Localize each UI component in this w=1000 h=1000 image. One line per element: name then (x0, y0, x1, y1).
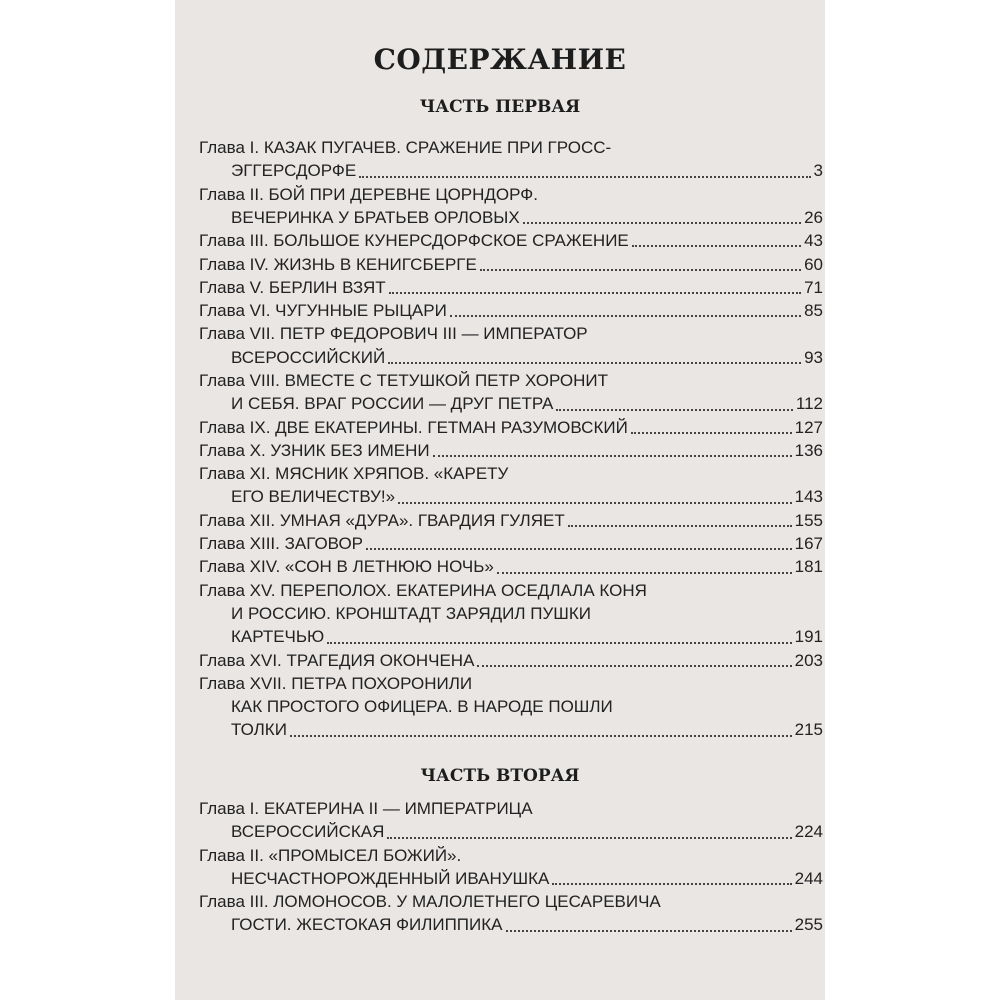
page-number: 255 (794, 915, 823, 935)
page-number: 3 (813, 161, 823, 181)
toc-entry (199, 229, 825, 252)
toc-entry-last-line (199, 649, 825, 672)
toc-entry-title: Глава XIII. ЗАГОВОР (199, 534, 364, 554)
page-number: 43 (804, 231, 823, 251)
page-number: 191 (794, 627, 823, 647)
dot-leader (398, 502, 792, 504)
toc-entry (199, 369, 825, 416)
toc-entry (199, 844, 825, 891)
dot-leader (631, 432, 792, 434)
dot-leader (327, 642, 791, 644)
toc-entry-last-line (199, 718, 825, 741)
page-number: 85 (804, 301, 823, 321)
toc-entry-last-line (199, 439, 825, 462)
dot-leader (552, 883, 791, 885)
toc-entry (199, 276, 825, 299)
dot-leader (523, 222, 801, 224)
toc-entry-last-line (199, 229, 825, 252)
toc-entry-last-line (199, 913, 825, 936)
page-title: СОДЕРЖАНИЕ (373, 43, 627, 76)
toc-entry-line: Глава XI. МЯСНИК ХРЯПОВ. «КАРЕТУ (199, 464, 509, 484)
page-number: 60 (804, 254, 823, 274)
toc-entry (199, 253, 825, 276)
toc-entry-title: Глава IX. ДВЕ ЕКАТЕРИНЫ. ГЕТМАН РАЗУМОВСКИЙ (199, 417, 628, 437)
toc-entry-title: ЕГО ВЕЛИЧЕСТВУ!» (231, 487, 396, 507)
dot-leader (359, 176, 810, 178)
toc-entry-title: НЕСЧАСТНОРОЖДЕННЫЙ ИВАНУШКА (231, 868, 550, 888)
toc-entry-line: Глава III. ЛОМОНОСОВ. У МАЛОЛЕТНЕГО ЦЕСАРЕВИЧА (199, 892, 661, 912)
dot-leader (290, 735, 792, 737)
page-number: 181 (794, 557, 823, 577)
toc-entry-last-line (199, 299, 825, 322)
dot-leader (568, 525, 792, 527)
toc-entry-last-line (199, 159, 825, 182)
toc-entry (199, 649, 825, 672)
toc-entry (199, 579, 825, 649)
dot-leader (480, 269, 801, 271)
toc-entry-title: ВЕЧЕРИНКА У БРАТЬЕВ ОРЛОВЫХ (231, 207, 520, 227)
toc-entry-line: И РОССИЮ. КРОНШТАДТ ЗАРЯДИЛ ПУШКИ (231, 603, 591, 623)
page-number: 26 (804, 207, 823, 227)
toc-entry-line: Глава VIII. ВМЕСТЕ С ТЕТУШКОЙ ПЕТР ХОРОНИТ (199, 371, 609, 390)
toc-entry (199, 509, 825, 532)
toc-entry (199, 890, 825, 937)
dot-leader (450, 315, 801, 317)
toc-entry-last-line (199, 555, 825, 578)
dot-leader (387, 837, 791, 839)
toc-entry-title: И СЕБЯ. ВРАГ РОССИИ — ДРУГ ПЕТРА (231, 394, 554, 414)
page-number: 224 (794, 822, 823, 842)
toc-entry-title: ТОЛКИ (231, 720, 287, 740)
toc-entry-line: Глава I. КАЗАК ПУГАЧЕВ. СРАЖЕНИЕ ПРИ ГРОСС- (199, 138, 612, 157)
toc-entry-title: ЭГГЕРСДОРФЕ (231, 161, 357, 181)
toc-entry-last-line (199, 820, 825, 843)
toc-entry-last-line (199, 346, 825, 369)
page-number: 136 (794, 440, 823, 460)
page-number: 93 (804, 347, 823, 367)
toc-entry-title: КАРТЕЧЬЮ (231, 627, 325, 647)
toc-entry-title: Глава XVI. ТРАГЕДИЯ ОКОНЧЕНА (199, 650, 475, 670)
toc-entry (199, 416, 825, 439)
dot-leader (477, 665, 791, 667)
toc-entry (199, 322, 825, 369)
dot-leader (433, 455, 792, 457)
page-number: 244 (794, 868, 823, 888)
dot-leader (388, 362, 801, 364)
toc-entry-line: Глава XVII. ПЕТРА ПОХОРОНИЛИ (199, 673, 473, 693)
toc-entry-title: Глава XII. УМНАЯ «ДУРА». ГВАРДИЯ ГУЛЯЕТ (199, 510, 565, 530)
toc-entry-title: Глава V. БЕРЛИН ВЗЯТ (199, 277, 386, 297)
page-number: 71 (804, 277, 823, 297)
dot-leader (389, 292, 801, 294)
toc-entry-last-line (199, 532, 825, 555)
toc-entry (199, 672, 825, 742)
toc-entry-title: ВСЕРОССИЙСКИЙ (231, 347, 386, 367)
book-page (175, 0, 825, 1000)
page-number: 215 (794, 720, 823, 740)
toc-entry-title: ВСЕРОССИЙСКАЯ (231, 822, 385, 842)
page-number: 155 (794, 510, 823, 530)
toc-entry-title: Глава XIV. «СОН В ЛЕТНЮЮ НОЧЬ» (199, 557, 494, 577)
toc-entry-last-line (199, 206, 825, 229)
toc-entry-line: Глава II. БОЙ ПРИ ДЕРЕВНЕ ЦОРНДОРФ. (199, 184, 538, 204)
toc-entry-last-line (199, 867, 825, 890)
part-heading: ЧАСТЬ ПЕРВАЯ (419, 97, 581, 117)
toc-entry-last-line (199, 509, 825, 532)
toc-entry-last-line (199, 485, 825, 508)
page-number: 143 (794, 487, 823, 507)
part-heading: ЧАСТЬ ВТОРАЯ (420, 766, 580, 786)
toc-entry-line: Глава I. ЕКАТЕРИНА II — ИМПЕРАТРИЦА (199, 799, 533, 818)
toc-entry-line: Глава VII. ПЕТР ФЕДОРОВИЧ III — ИМПЕРАТОР (199, 324, 588, 344)
toc-entry (199, 183, 825, 230)
toc-entry-title: ГОСТИ. ЖЕСТОКАЯ ФИЛИППИКА (231, 915, 503, 935)
toc-entry-title: Глава X. УЗНИК БЕЗ ИМЕНИ (199, 440, 430, 460)
toc-entry (199, 136, 825, 183)
toc-entry (199, 439, 825, 462)
dot-leader (366, 548, 792, 550)
toc-entry-line: Глава XV. ПЕРЕПОЛОХ. ЕКАТЕРИНА ОСЕДЛАЛА КОНЯ (199, 580, 647, 600)
toc-entry-last-line (199, 276, 825, 299)
dot-leader (506, 930, 792, 932)
toc-entry-last-line (199, 625, 825, 648)
toc-entry-last-line (199, 253, 825, 276)
toc-entry (199, 299, 825, 322)
toc-entry-title: Глава III. БОЛЬШОЕ КУНЕРСДОРФСКОЕ СРАЖЕНИЕ (199, 231, 629, 251)
page-number: 112 (795, 394, 823, 414)
toc-entry-title: Глава IV. ЖИЗНЬ В КЕНИГСБЕРГЕ (199, 254, 477, 274)
toc-entry (199, 797, 825, 844)
toc-entry (199, 532, 825, 555)
toc-entry-title: Глава VI. ЧУГУННЫЕ РЫЦАРИ (199, 301, 447, 321)
dot-leader (632, 245, 801, 247)
toc-entry (199, 462, 825, 509)
toc-entry-line: Глава II. «ПРОМЫСЕЛ БОЖИЙ». (199, 845, 462, 865)
toc-entry-last-line (199, 392, 825, 415)
page-number: 127 (794, 417, 823, 437)
toc-entry (199, 555, 825, 578)
toc-entry-last-line (199, 416, 825, 439)
page-number: 203 (794, 650, 823, 670)
dot-leader (556, 409, 793, 411)
page-number: 167 (794, 534, 823, 554)
toc-entry-line: КАК ПРОСТОГО ОФИЦЕРА. В НАРОДЕ ПОШЛИ (231, 697, 613, 717)
dot-leader (497, 572, 792, 574)
